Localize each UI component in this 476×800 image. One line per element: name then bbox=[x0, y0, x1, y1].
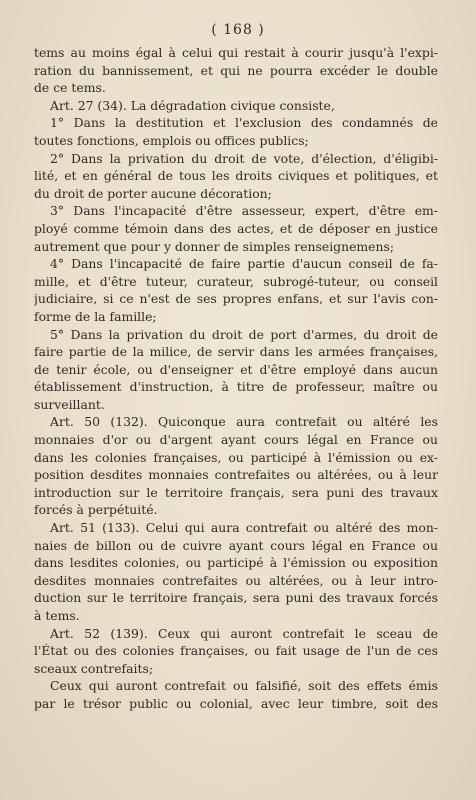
text-line: de tenir école, ou d'enseigner et d'être employé dans aucun bbox=[34, 361, 438, 377]
text-line: judiciaire, si ce n'est de ses propres enfans, et sur l'avis con- bbox=[34, 291, 438, 307]
text-line: 5° Dans la privation du droit de port d'armes, du droit de bbox=[50, 326, 438, 342]
text-line: forme de la famille; bbox=[34, 308, 157, 324]
text-line: établissement d'instruction, à titre de professeur, maître ou bbox=[34, 379, 438, 395]
text-line: 3° Dans l'incapacité d'être assesseur, expert, d'être em- bbox=[50, 203, 438, 219]
text-line: faire partie de la milice, de servir dans les armées françaises, bbox=[34, 344, 438, 360]
text-line: du droit de porter aucune décoration; bbox=[34, 185, 272, 201]
text-line: monnaies d'or ou d'argent ayant cours légal en France ou bbox=[34, 432, 438, 448]
text-line: forcés à perpétuité. bbox=[34, 502, 158, 518]
text-line: Art. 50 (132). Quiconque aura contrefait ou altéré les bbox=[50, 414, 438, 430]
text-line: Art. 51 (133). Celui qui aura contrefait ou altéré des mon- bbox=[50, 520, 438, 536]
text-line: lité, et en général de tous les droits civiques et politiques, et bbox=[34, 168, 438, 184]
text-line: 4° Dans l'incapacité de faire partie d'aucun conseil de fa- bbox=[50, 256, 438, 272]
text-line: surveillant. bbox=[34, 396, 105, 412]
text-line: Art. 27 (34). La dégradation civique consiste, bbox=[50, 97, 335, 113]
text-line: ration du bannissement, et qui ne pourra excéder le double bbox=[34, 62, 438, 78]
text-line: position desdites monnaies contrefaites ou altérées, ou à leur bbox=[34, 467, 438, 483]
text-line: dans lesdites colonies, ou participé à l'émission ou exposition bbox=[34, 555, 438, 571]
text-line: sceaux contrefaits; bbox=[34, 660, 153, 676]
text-line: introduction sur le territoire français, sera puni des travaux bbox=[34, 484, 438, 500]
text-line: naies de billon ou de cuivre ayant cours légal en France ou bbox=[34, 537, 438, 553]
text-line: tems au moins égal à celui qui restait à courir jusqu'à l'expi- bbox=[34, 45, 438, 60]
text-line: 1° Dans la destitution et l'exclusion des condamnés de bbox=[50, 115, 438, 131]
text-line: à tems. bbox=[34, 608, 80, 623]
text-line: 2° Dans la privation du droit de vote, d'élection, d'éligibi- bbox=[50, 150, 438, 166]
text-line: ployé comme témoin dans des actes, et de déposer en justice bbox=[34, 220, 438, 236]
body-text bbox=[34, 44, 438, 713]
page-number: ( 168 ) bbox=[211, 22, 265, 38]
text-line: desdites monnaies contrefaites ou altérées, ou à leur intro- bbox=[34, 572, 438, 588]
text-line: de ce tems. bbox=[34, 80, 106, 96]
text-line: mille, et d'être tuteur, curateur, subrogé-tuteur, ou conseil bbox=[34, 273, 438, 289]
text-line: toutes fonctions, emplois ou offices publics; bbox=[34, 132, 309, 148]
text-line: Ceux qui auront contrefait ou falsifié, soit des effets émis bbox=[50, 678, 438, 694]
text-line: l'État ou des colonies françaises, ou fait usage de l'un de ces bbox=[34, 643, 438, 659]
text-line: autrement que pour y donner de simples renseignemens; bbox=[34, 238, 395, 254]
text-line: par le trésor public ou colonial, avec leur timbre, soit des bbox=[34, 695, 438, 711]
text-line: dans les colonies françaises, ou participé à l'émission ou ex- bbox=[34, 449, 438, 465]
text-line: duction sur le territoire français, sera puni des travaux forcés bbox=[34, 590, 438, 606]
text-line: Art. 52 (139). Ceux qui auront contrefait le sceau de bbox=[50, 625, 438, 641]
